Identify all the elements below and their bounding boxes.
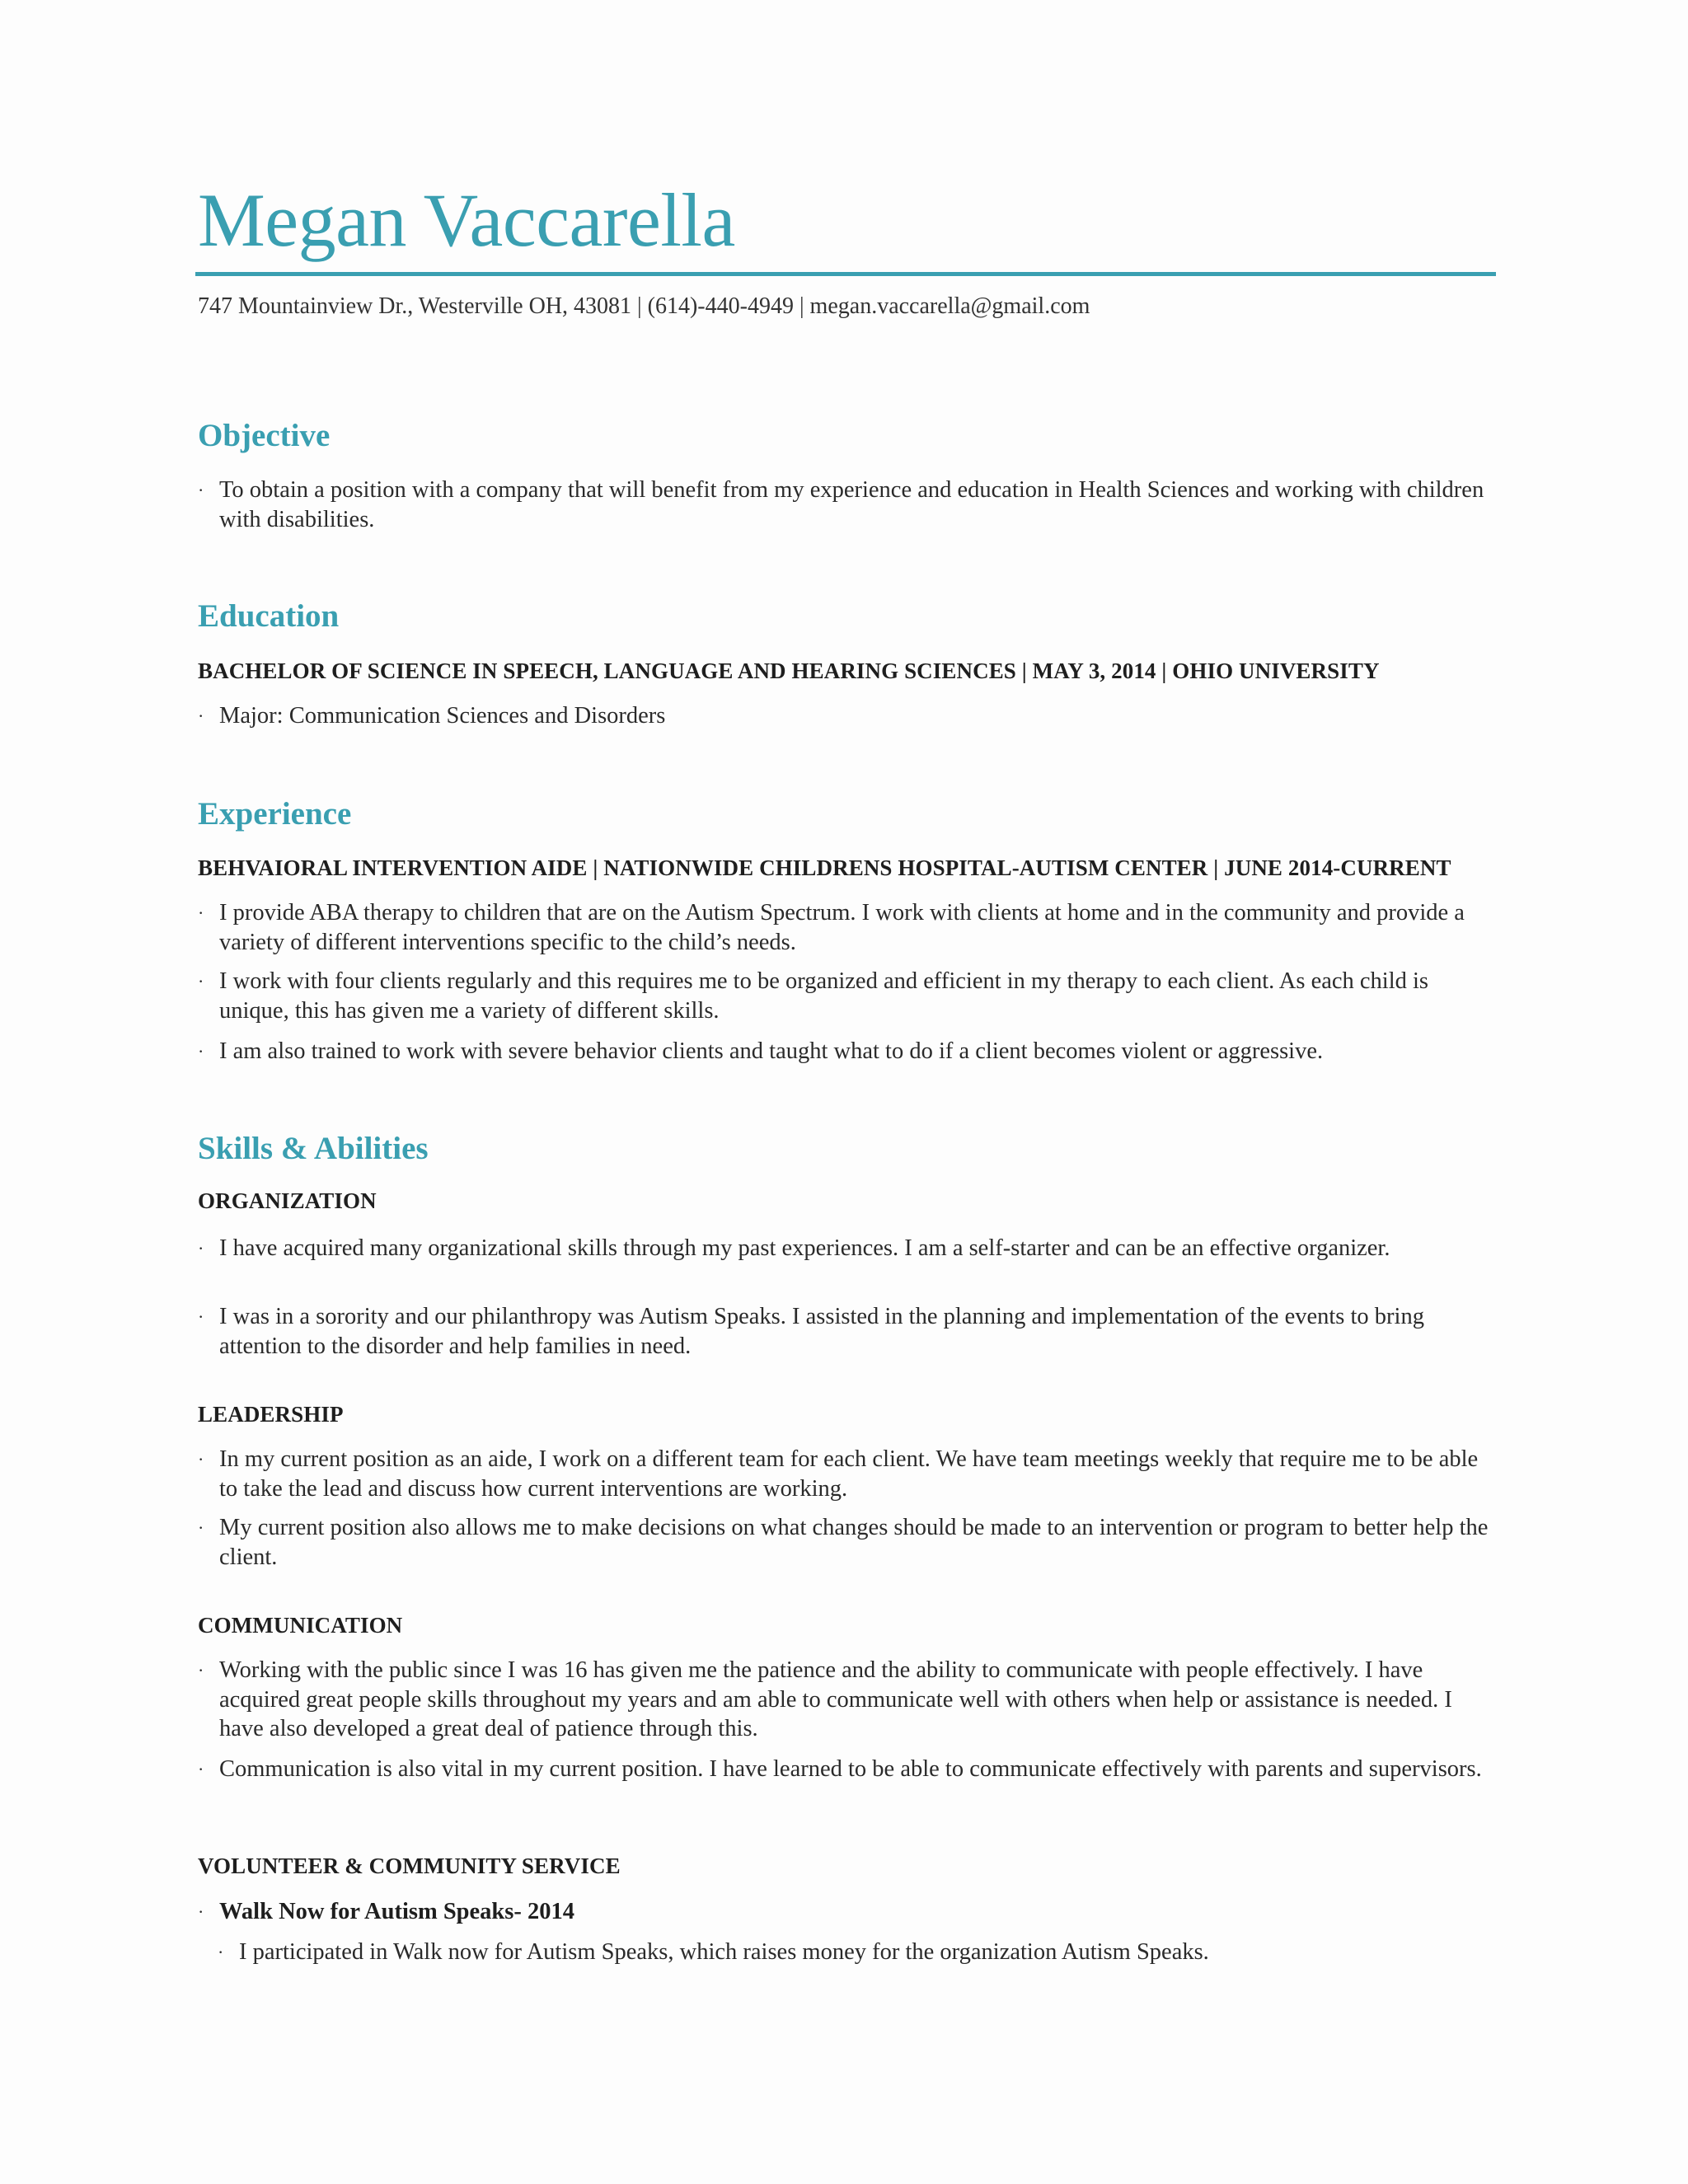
bullet-icon: · bbox=[198, 1660, 204, 1680]
bullet-icon: · bbox=[218, 1942, 224, 1962]
job-line: BEHVAIORAL INTERVENTION AIDE | NATIONWIDE CHILDRENS HOSPITAL-AUTISM CENTER | JUNE 2014-CURRENT bbox=[198, 855, 1451, 880]
experience-bullet: · I provide ABA therapy to children that are on the Autism Spectrum. I work with clients at home and in the community and provide a variety of different interventions specific to the child’s needs. bbox=[198, 900, 1465, 955]
bullet-icon: · bbox=[198, 705, 204, 726]
bullet-icon: · bbox=[198, 480, 204, 500]
education-heading: Education bbox=[198, 598, 340, 634]
objective-bullet: · To obtain a position with a company that will benefit from my experience and education in Health Sciences and working with children with disabilities. bbox=[198, 477, 1484, 532]
education-bullet: · Major: Communication Sciences and Disorders bbox=[198, 701, 1496, 731]
bullet-icon: · bbox=[198, 1041, 204, 1062]
skill-bullet: · Communication is also vital in my current position. I have learned to be able to communicate effectively with parents and supervisors. bbox=[198, 1755, 1496, 1784]
name-divider bbox=[195, 272, 1496, 276]
bullet-icon: · bbox=[198, 1306, 204, 1327]
skill-group-heading: VOLUNTEER & COMMUNITY SERVICE bbox=[198, 1854, 621, 1878]
degree-line: BACHELOR OF SCIENCE IN SPEECH, LANGUAGE AND HEARING SCIENCES | MAY 3, 2014 | OHIO UNIVERSITY bbox=[198, 658, 1380, 683]
volunteer-sub-bullet: · I participated in Walk now for Autism Speaks, which raises money for the organization Autism Speaks. bbox=[198, 1938, 1496, 1967]
bullet-icon: · bbox=[198, 1238, 204, 1258]
skill-bullet: · In my current position as an aide, I work on a different team for each client. We have team meetings weekly that require me to be able to take the lead and discuss how current interventions are working. bbox=[198, 1446, 1479, 1502]
skill-bullet: · My current position also allows me to make decisions on what changes should be made to an intervention or program to better help the client. bbox=[198, 1515, 1489, 1570]
candidate-name: Megan Vaccarella bbox=[198, 178, 735, 262]
bullet-icon: · bbox=[198, 902, 204, 923]
bullet-icon: · bbox=[198, 1759, 204, 1779]
experience-bullet: · I work with four clients regularly and this requires me to be organized and efficient in my therapy to each client. As each child is unique, this has given me a variety of different skills. bbox=[198, 968, 1429, 1024]
bullet-icon: · bbox=[198, 971, 204, 991]
contact-line: 747 Mountainview Dr., Westerville OH, 43081 | (614)-440-4949 | megan.vaccarella@gmail.com bbox=[198, 293, 1090, 319]
bullet-icon: · bbox=[198, 1901, 204, 1922]
bullet-icon: · bbox=[198, 1517, 204, 1538]
skill-bullet: · Working with the public since I was 16 has given me the patience and the ability to communicate with people effectively. I have acquired great people skills throughout my years and am able to communicate well with others when help or assistance is needed. I have also developed a great deal of patience through this. bbox=[198, 1657, 1452, 1741]
experience-heading: Experience bbox=[198, 796, 352, 832]
volunteer-bullet: · Walk Now for Autism Speaks- 2014 bbox=[198, 1897, 1496, 1927]
skill-group-heading: LEADERSHIP bbox=[198, 1402, 344, 1427]
experience-bullet: · I am also trained to work with severe behavior clients and taught what to do if a client becomes violent or aggressive. bbox=[198, 1037, 1496, 1066]
skills-heading: Skills & Abilities bbox=[198, 1131, 429, 1166]
skill-group-heading: COMMUNICATION bbox=[198, 1613, 403, 1638]
skill-group-heading: ORGANIZATION bbox=[198, 1188, 377, 1213]
skill-bullet: · I have acquired many organizational skills through my past experiences. I am a self-starter and can be an effective organizer. bbox=[198, 1234, 1496, 1263]
objective-heading: Objective bbox=[198, 418, 331, 453]
skill-bullet: · I was in a sorority and our philanthropy was Autism Speaks. I assisted in the planning and implementation of the events to bring attention to the disorder and help families in need. bbox=[198, 1304, 1424, 1359]
bullet-icon: · bbox=[198, 1449, 204, 1469]
